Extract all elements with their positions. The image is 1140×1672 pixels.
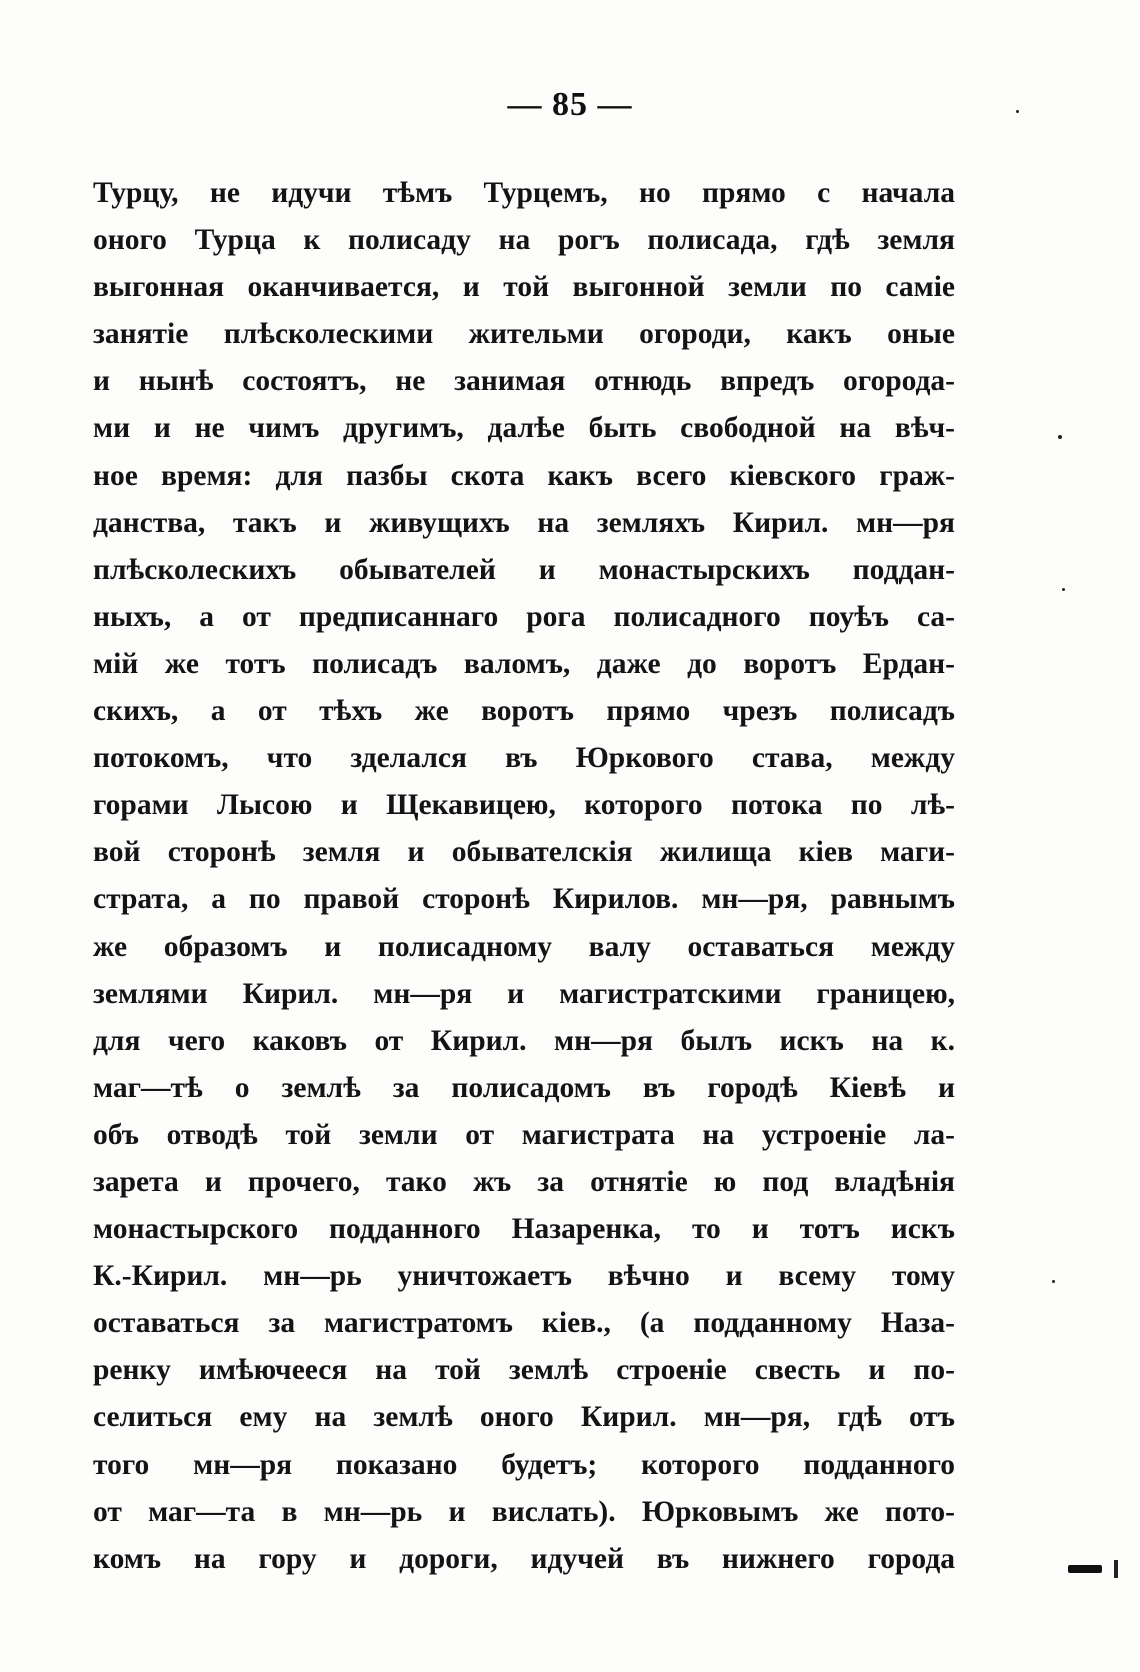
text-line: объ отводѣ той земли от магистрата на устроенiе ла-	[93, 1118, 955, 1151]
text-line: горами Лысою и Щекавицею, которого потока по лѣ-	[93, 789, 955, 822]
text-line: для чего каковъ от Кирил. мн—ря былъ искъ на к.	[93, 1024, 955, 1057]
text-line: занятiе плѣсколескими жительми огороди, какъ оные	[93, 318, 955, 351]
text-line: оного Турца к полисаду на рогъ полисада, гдѣ земля	[93, 224, 955, 257]
scan-edge-mark	[1114, 1560, 1118, 1578]
scan-speck	[1016, 110, 1019, 113]
text-line: потокомъ, что зделался въ Юркового става, между	[93, 742, 955, 775]
text-line: ное время: для пазбы скота какъ всего кiевского граж-	[93, 459, 955, 492]
text-line: комъ на гору и дороги, идучей въ нижнего города	[93, 1542, 955, 1575]
text-line: плѣсколескихъ обывателей и монастырскихъ поддан-	[93, 553, 955, 586]
text-line: зарета и прочего, тако жъ за отнятiе ю под владѣнiя	[93, 1165, 955, 1198]
text-line: ренку имѣючееся на той землѣ строенiе свесть и по-	[93, 1354, 955, 1387]
body-text	[93, 170, 955, 1583]
text-line: того мн—ря показано будетъ; которого подданного	[93, 1448, 955, 1481]
scan-speck	[1052, 1280, 1055, 1283]
text-line: вой сторонѣ земля и обывателскiя жилища кiев маги-	[93, 836, 955, 869]
scan-speck	[1058, 435, 1062, 439]
text-line: селиться ему на землѣ оного Кирил. мн—ря, гдѣ отъ	[93, 1401, 955, 1434]
text-line: данства, такъ и живущихъ на земляхъ Кирил. мн—ря	[93, 506, 955, 539]
scan-speck	[1062, 588, 1065, 591]
text-line: маг—тѣ о землѣ за полисадомъ въ городѣ Кiевѣ и	[93, 1071, 955, 1104]
text-line: мiй же тотъ полисадъ валомъ, даже до воротъ Ердан-	[93, 647, 955, 680]
text-line: землями Кирил. мн—ря и магистратскими границею,	[93, 977, 955, 1010]
text-line: скихъ, а от тѣхъ же воротъ прямо чрезъ полисадъ	[93, 695, 955, 728]
page-number: — 85 —	[507, 86, 633, 123]
text-line: К.-Кирил. мн—рь уничтожаетъ вѣчно и всему тому	[93, 1260, 955, 1293]
text-line: оставаться за магистратомъ кiев., (а подданному Наза-	[93, 1307, 955, 1340]
text-line: же образомъ и полисадному валу оставаться между	[93, 930, 955, 963]
text-line: Турцу, не идучи тѣмъ Турцемъ, но прямо с начала	[93, 177, 955, 209]
text-line: монастырского подданного Назаренка, то и тотъ искъ	[93, 1213, 955, 1246]
text-line: от маг—та в мн—рь и вислать). Юрковымъ же пото-	[93, 1495, 955, 1528]
text-line: выгонная оканчивается, и той выгонной земли по самiе	[93, 271, 955, 304]
text-line: ныхъ, а от предписаннаго рога полисадного поуѣъ са-	[93, 600, 955, 633]
text-line: страта, а по правой сторонѣ Кирилов. мн—ря, равнымъ	[93, 883, 955, 916]
text-line: и нынѣ состоятъ, не занимая отнюдь впредъ огорода-	[93, 365, 955, 398]
scan-edge-mark	[1068, 1565, 1102, 1573]
text-line: ми и не чимъ другимъ, далѣе быть свободной на вѣч-	[93, 412, 955, 445]
